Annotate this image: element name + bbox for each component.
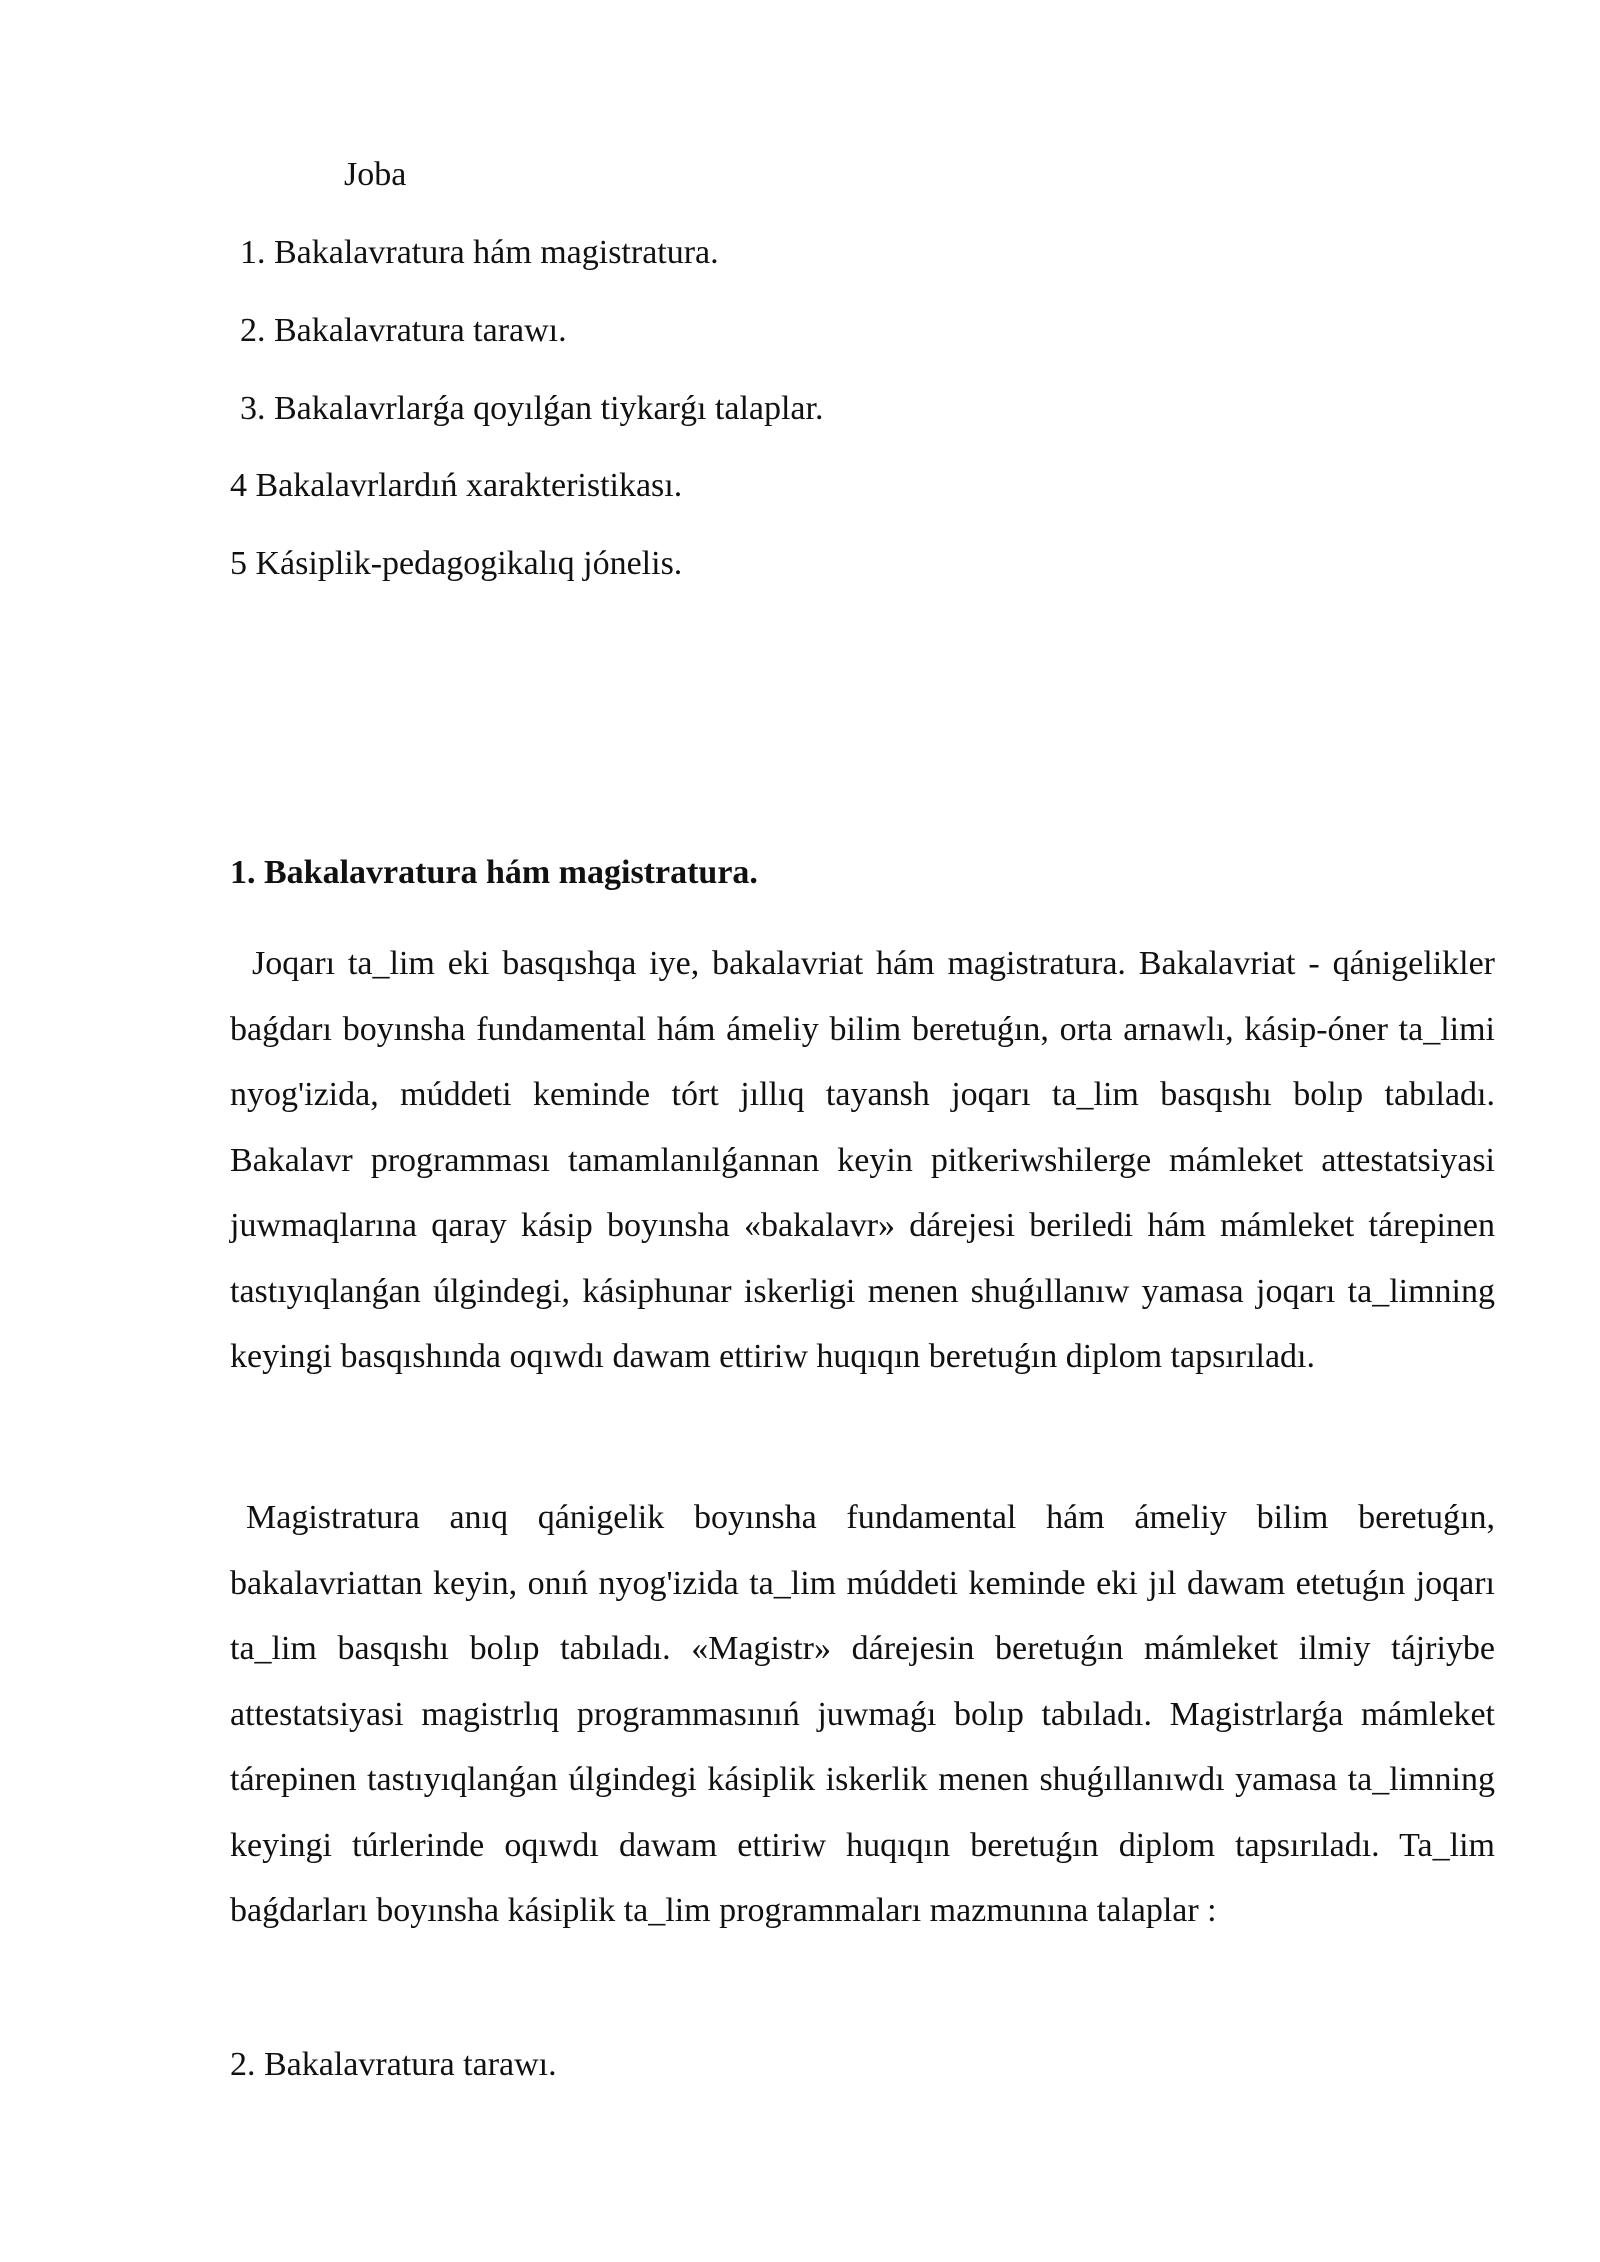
plan-title: Joba xyxy=(344,156,407,193)
plan-item-5: 5 Kásiplik-pedagogikalıq jónelis. xyxy=(230,545,683,582)
section-1-paragraph-1: Joqarı ta_lim eki basqıshqa iye, bakalavriat hám magistratura. Bakalavriat - qánigelikler baǵdarı boyınsha fundamental hám ámeliy bilim beretuǵın, orta arnawlı, kásip-óner ta_limi nyog'izida, múddeti keminde tórt jıllıq tayansh joqarı ta_lim basqıshı bolıp tabıladı. Bakalavr programması tamamlanılǵannan keyin pitkeriwshilerge mámleket attestatsiyasi juwmaqlarına qaray kásip boyınsha «bakalavr» dárejesi beriledi hám mámleket tárepinen tastıyıqlanǵan úlgindegi, kásiphunar iskerligi menen shuǵıllanıw yamasa joqarı ta_limning keyingi basqıshında oqıwdı dawam ettiriw huqıqın beretuǵın diplom tapsırıladı. xyxy=(230,945,1495,1375)
plan-item-1: 1. Bakalavratura hám magistratura. xyxy=(240,234,719,271)
section-1-paragraph-2: Magistratura anıq qánigelik boyınsha fundamental hám ámeliy bilim beretuǵın, bakalavriattan keyin, onıń nyog'izida ta_lim múddeti keminde eki jıl dawam etetuǵın joqarı ta_lim basqıshı bolıp tabıladı. «Magistr» dárejesin beretuǵın mámleket ilmiy tájriybe attestatsiyasi magistrlıq programmasınıń juwmaǵı bolıp tabıladı. Magistrlarǵa mámleket tárepinen tastıyıqlanǵan úlgindegi kásiplik iskerlik menen shuǵıllanıwdı yamasa ta_limning keyingi túrlerinde oqıwdı dawam ettiriw huqıqın beretuǵın diplom tapsırıladı. Ta_lim baǵdarları boyınsha kásiplik ta_lim programmaları mazmunına talaplar : xyxy=(230,1499,1495,1929)
section-1-heading: 1. Bakalavratura hám magistratura. xyxy=(230,854,758,891)
plan-item-3: 3. Bakalavrlarǵa qoyılǵan tiykarǵı talaplar. xyxy=(240,390,824,427)
plan-item-4: 4 Bakalavrlardıń xarakteristikası. xyxy=(230,467,683,504)
plan-item-2: 2. Bakalavratura tarawı. xyxy=(240,312,567,349)
section-2-heading: 2. Bakalavratura tarawı. xyxy=(230,2046,557,2083)
